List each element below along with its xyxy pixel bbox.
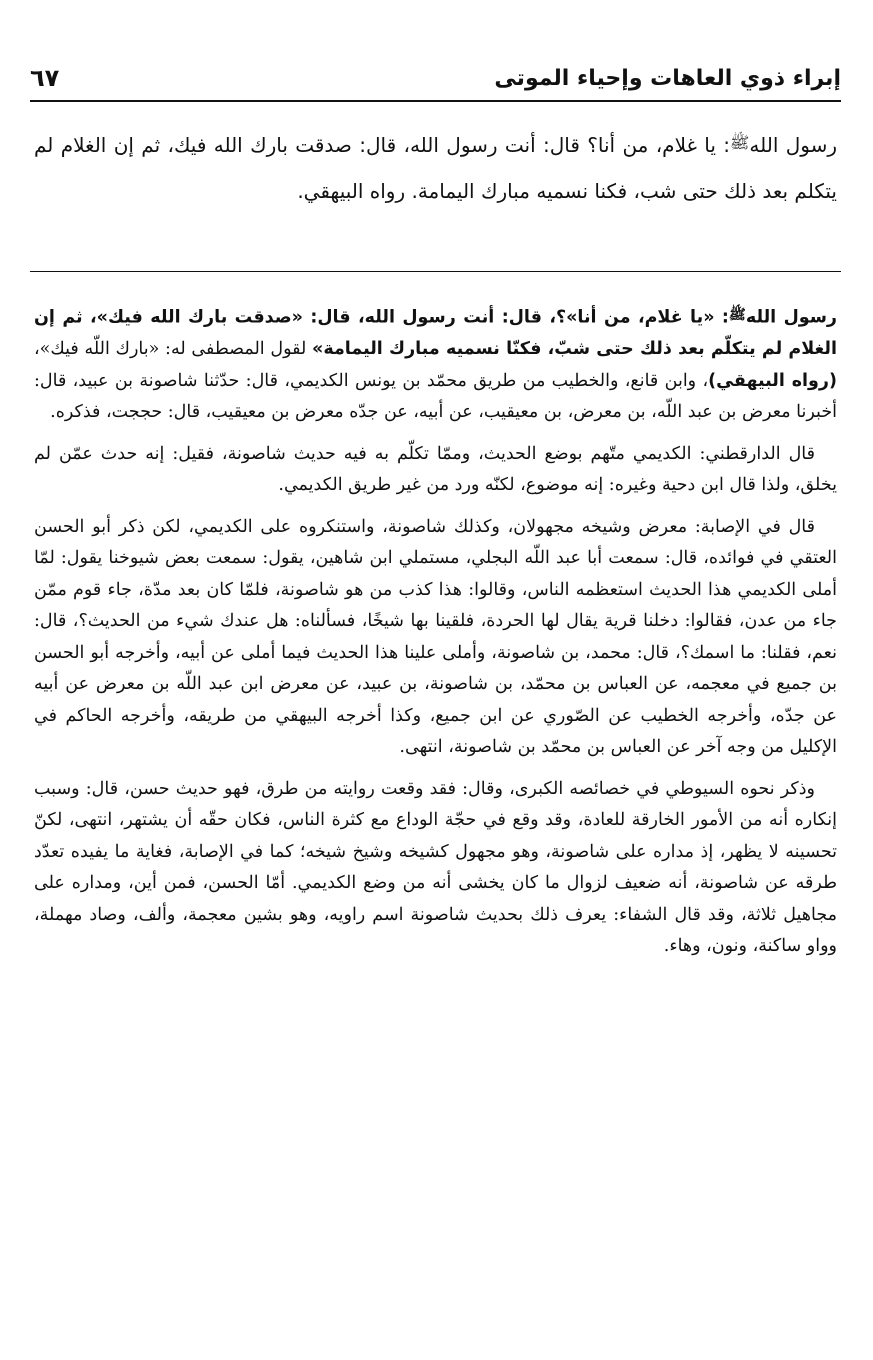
running-header [30,58,841,98]
quoted-matn: : «يا غلام، من أنا»؟، قال: أنت رسول الله، قال: «صدقت بارك الله فيك»، ثم إن الغلام لم يتكلّم بعد ذلك حتى شبّ، فكنّا نسميه مبارك اليمامة» [34,307,837,359]
matn-text-rest: : يا غلام، من أنا؟ قال: أنت رسول الله، قال: صدقت بارك الله فيك، ثم إن الغلام لم يتكلم بعد ذلك حتى شب، فكنا نسميه مبارك اليمامة. رواه البيهقي. [34,133,837,203]
commentary-paragraph-1 [34,300,837,429]
page-number: ٦٧ [30,64,60,92]
hadith-text-block [34,120,837,214]
header-title: إبراء ذوي العاهات وإحياء الموتى [494,65,841,91]
quoted-narrator: (رواه البيهقي) [708,370,837,391]
commentary-paragraph-4: وذكر نحوه السيوطي في خصائصه الكبرى، وقال: فقد وقعت روايته من طرق، فهو حديث حسن، قال: وسبب إنكاره أنه من الأمور الخارقة للعادة، وقد وقع في حجّة الوداع مع كثرة الناس، فكان حقّه أن يشتهر، انتهى، لكنّ تحسينه لا يظهر، إذ مداره على شاصونة، وهو مجهول كشيخه وشيخ شيخه؛ كما في الإصابة، فغاية ما يفيده تعدّد طرقه عن شاصونة، أنه ضعيف لزوال ما كان يخشى أنه من وضع الكديمي. أمّا الحسن، فمن أين، ومداره على مجاهيل ثلاثة، وقد قال الشفاء: يعرف ذلك بحديث شاصونة اسم راويه، وهو بشين معجمة، وألف، وصاد مهملة، وواو ساكنة، ونون، وهاء. [34,778,837,956]
matn-text-start: رسول الله [749,133,837,157]
commentary-text: ، وابن قانع، والخطيب من طريق محمّد بن يونس الكديمي، قال: حدّثنا شاصونة بن عبيد، قال: أخبرنا معرض بن عبد اللّه، بن معرض، بن معيقيب، عن أبيه، عن جدّه معرض بن معيقيب، قال: حججت، فذكره. [34,370,837,422]
header-rule [30,100,841,102]
commentary-paragraph-2: قال الدارقطني: الكديمي متّهم بوضع الحديث، وممّا تكلّم به فيه حديث شاصونة، فقيل: إنه حدث عمّن لم يخلق، ولذا قال ابن دحية وغيره: إنه موضوع، لكنّه ورد من غير طريق الكديمي. [34,443,837,495]
commentary-block [34,300,837,973]
separator-rule [30,271,841,272]
commentary-text: لقول المصطفى له: «بارك اللّه فيك»، [34,339,313,359]
commentary-paragraph-3: قال في الإصابة: معرض وشيخه مجهولان، وكذلك شاصونة، واستنكروه على الكديمي، لكن ذكر أبو الحسن العتقي في فوائده، قال: سمعت أبا عبد اللّه البجلي، مستملي ابن شاهين، يقول: سمعت بعض شيوخنا يقول: لمّا أملى الكديمي هذا الحديث استعظمه الناس، وقالوا: هذا كذب من هو شاصونة، فلمّا كان بعد مدّة، جاء قوم ممّن جاء من عدن، فقالوا: دخلنا قرية يقال لها الحردة، فلقينا بها شيخًا، فسألناه: هل عندك شيء من الحديث؟، قال: نعم، فقلنا: ما اسمك؟، قال: محمد، بن شاصونة، وأملى علينا هذا الحديث فيما أملى عن أبيه، وأخرجه أبو الحسن بن جميع في معجمه، عن العباس بن محمّد، بن شاصونة، بن عبيد، عن معرض ابن عبد اللّه بن معرض عن أبيه عن جدّه، وأخرجه الخطيب عن الصّوري عن ابن جميع، وكذا أخرجه البيهقي من طريقه، وأخرجه الحاكم في الإكليل من وجه آخر عن العباس بن محمّد بن شاصونة، انتهى. [34,516,837,757]
salla-glyph: ﷺ [728,307,746,323]
quoted-matn-start: رسول الله [745,307,838,328]
salla-glyph: ﷺ [730,133,750,152]
